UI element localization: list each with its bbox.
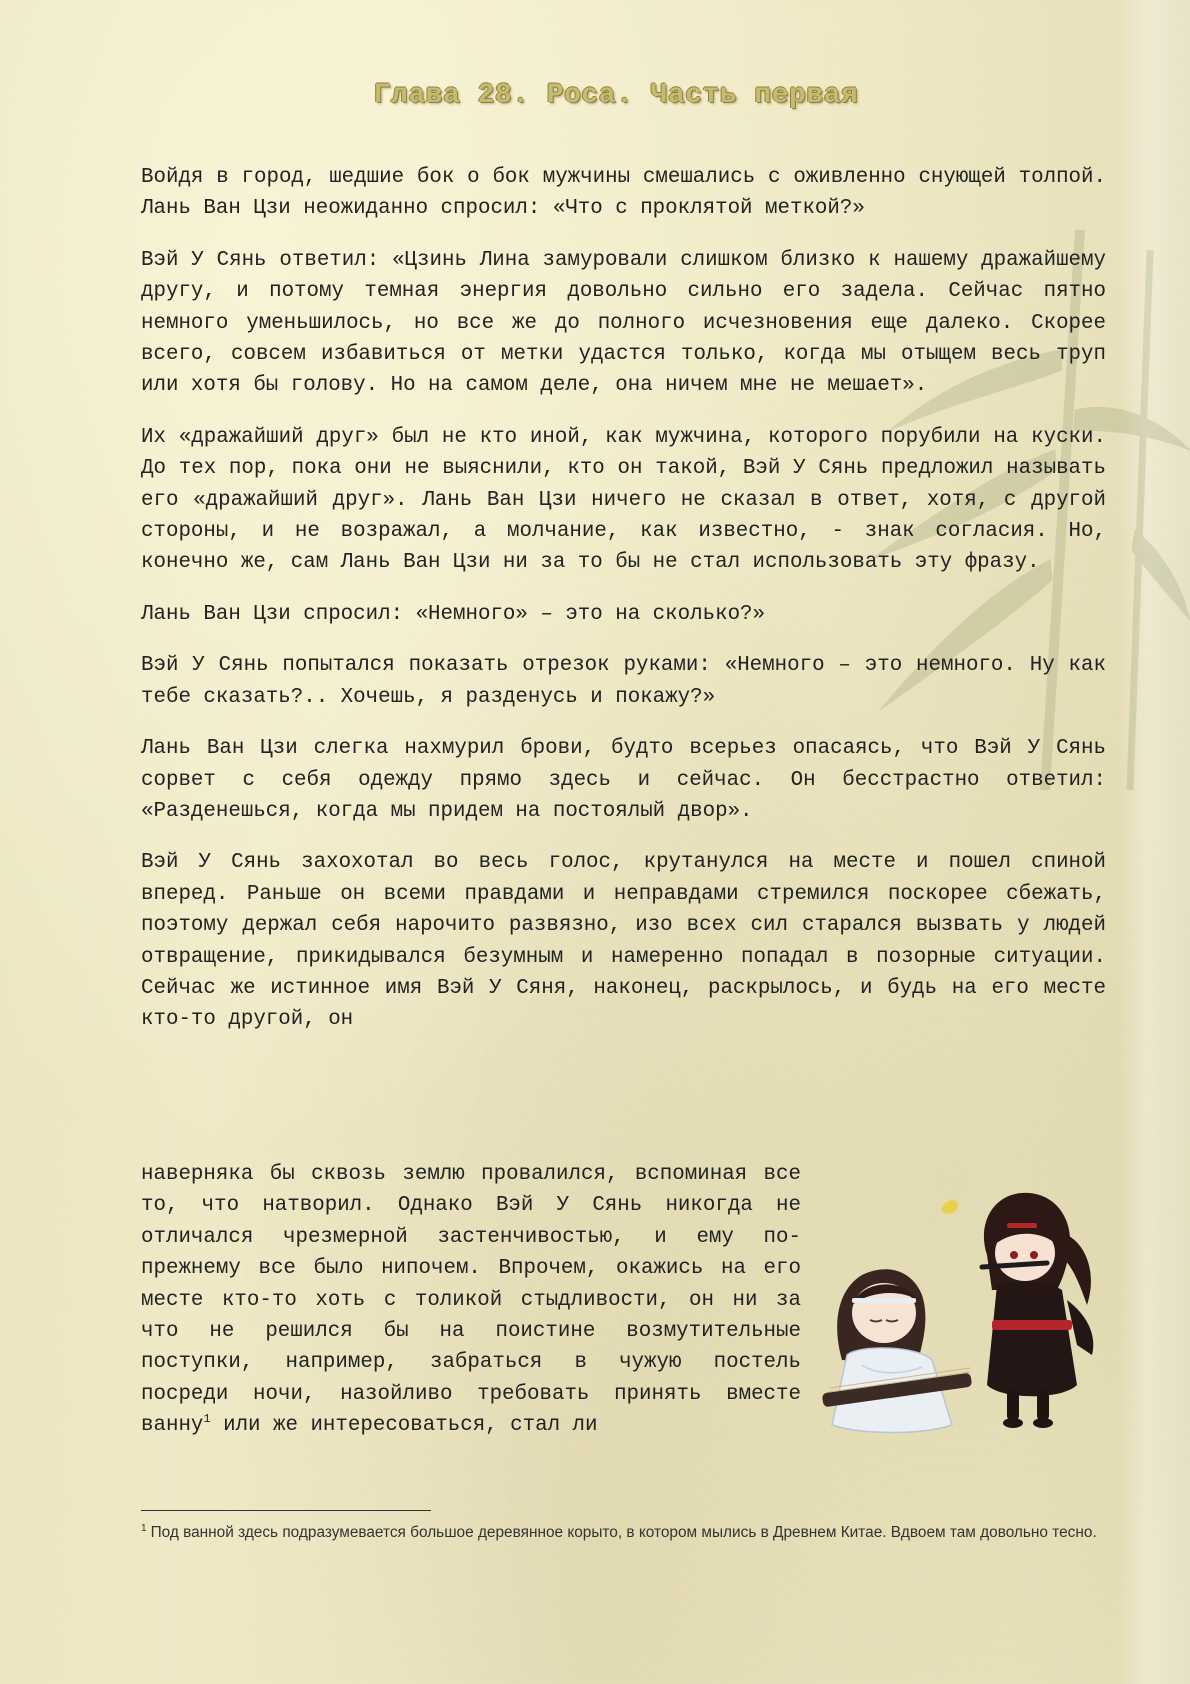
paragraph: Лань Ван Цзи слегка нахмурил брови, будто всерьез опасаясь, что Вэй У Сянь сорвет с себя одежду прямо здесь и сейчас. Он бесстрастно ответил: «Разденешься, когда мы придем на постоялый двор».	[141, 737, 1106, 823]
footnote-reference[interactable]: 1	[203, 1412, 211, 1427]
paragraph: Вэй У Сянь ответил: «Цзинь Лина замуровали слишком близко к нашему дражайшему другу, и потому темная энергия довольно сильно его задела. Сейчас пятно немного уменьшилось, но все же до полного исчезновения еще далеко. Скорее всего, совсем избавиться от метки удастся только, когда мы отыщем весь труп или хотя бы голову. Но на самом деле, она ничем мне не мешает».	[141, 248, 1106, 398]
footnote-text: Под ванной здесь подразумевается большое деревянное корыто, в котором мылись в Древнем Китае. Вдвоем там довольно тесно.	[150, 1524, 1097, 1541]
paragraph: Вэй У Сянь захохотал во весь голос, крутанулся на месте и пошел спиной вперед. Раньше он всеми правдами и неправдами стремился поскорее сбежать, поэтому держал себя нарочито развязно, изо всех сил старался вызвать у людей отвращение, прикидывался безумным и намеренно попадал в позорные ситуации. Сейчас же истинное имя Вэй У Сяня, наконец, раскрылось, и будь на его месте кто-то другой, он	[141, 851, 1106, 1032]
chapter-title: Глава 28. Роса. Часть первая	[373, 80, 859, 111]
footnote-separator	[141, 1510, 431, 1511]
paragraph: Войдя в город, шедшие бок о бок мужчины смешались с оживленно снующей толпой. Лань Ван Цзи неожиданно спросил: «Что с проклятой меткой?»	[141, 166, 1106, 221]
footnote	[141, 1520, 1111, 1545]
footnote-number: 1	[141, 1522, 147, 1534]
paragraph: Вэй У Сянь попытался показать отрезок руками: «Немного – это немного. Ну как тебе сказать?.. Хочешь, я разденусь и покажу?»	[141, 654, 1106, 709]
paragraph: Их «дражайший друг» был не кто иной, как мужчина, которого порубили на куски. До тех пор, пока они не выяснили, кто он такой, Вэй У Сянь предложил называть его «дражайший друг». Лань Ван Цзи ничего не сказал в ответ, хотя, с другой стороны, и не возражал, а молчание, как известно, - знак согласия. Но, конечно же, сам Лань Ван Цзи ни за то бы не стал использовать эту фразу.	[141, 425, 1106, 575]
paragraph-text-continued: или же интересоваться, стал ли	[210, 1414, 598, 1438]
paragraph-text: наверняка бы сквозь землю провалился, вспоминая все то, что натворил. Однако Вэй У Сянь никогда не отличался чрезмерной застенчивостью, и ему по-прежнему все было нипочем. Впрочем, окажись на его месте кто-то хоть с толикой стыдливости, он ни за что не решился бы на поистине возмутительные поступки, например, забраться в чужую постель посреди ночи, назойливо требовать принять вместе ванну	[141, 1163, 801, 1438]
chapter-text	[141, 162, 1106, 1036]
wrapped-paragraph	[141, 1159, 801, 1442]
chibi-illustration	[822, 1185, 1122, 1440]
paragraph: Лань Ван Цзи спросил: «Немного» – это на сколько?»	[141, 602, 766, 626]
